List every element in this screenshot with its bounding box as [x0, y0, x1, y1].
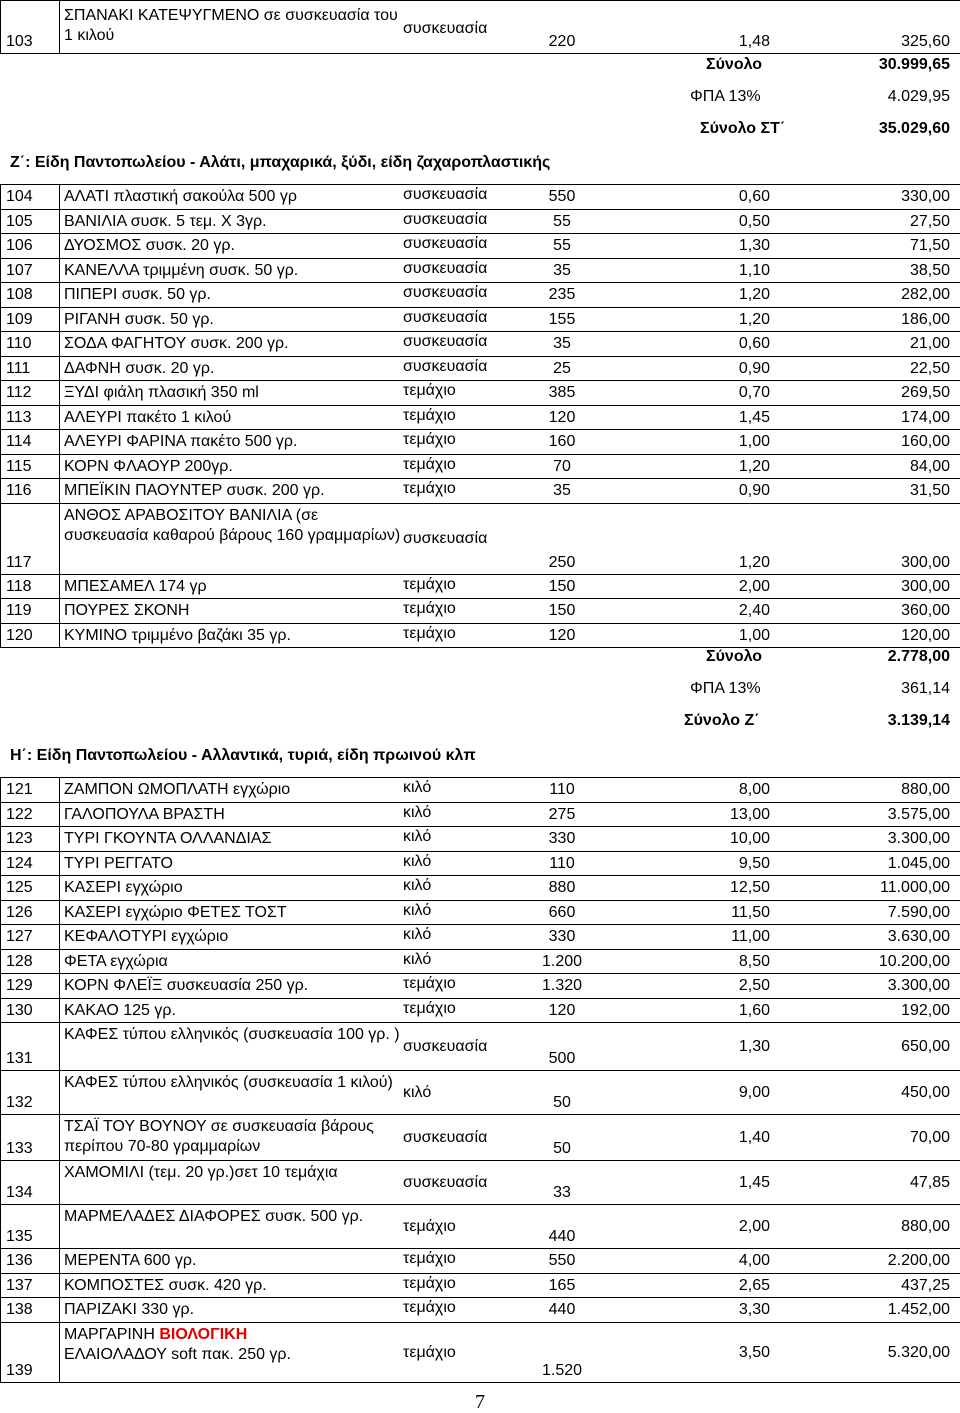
item-description: ΚΑΦΕΣ τύπου ελληνικός (συσκευασία 100 γρ. ): [64, 1026, 400, 1043]
item-quantity: 25: [553, 359, 571, 377]
table-row: [0, 624, 960, 649]
table-row: [0, 999, 960, 1024]
item-total: 10.200,00: [878, 952, 950, 970]
item-total: 880,00: [901, 1218, 950, 1235]
table-row: [0, 1323, 960, 1383]
item-number: 132: [6, 1094, 33, 1111]
item-unit: τεμάχιο: [403, 1299, 456, 1316]
item-number: 130: [6, 1001, 33, 1019]
item-description: ΖΑΜΠΟΝ ΩΜΟΠΛΑΤΗ εγχώριο: [64, 781, 291, 798]
item-unit-price: 1,45: [738, 1174, 770, 1191]
item-number: 134: [6, 1184, 33, 1201]
item-total: 7.590,00: [887, 903, 950, 921]
item-unit: συσκευασία: [403, 284, 488, 301]
item-total: 300,00: [901, 577, 950, 595]
item-total: 22,50: [909, 359, 950, 377]
item-number: 129: [6, 977, 33, 994]
column-rule: [0, 0, 1, 54]
item-description: ΑΛΕΥΡΙ πακέτο 1 κιλού: [64, 408, 232, 426]
item-quantity: 33: [553, 1184, 571, 1201]
item-quantity: 440: [548, 1228, 576, 1245]
item-unit-price: 11,50: [731, 903, 770, 921]
item-unit: τεμάχιο: [403, 406, 456, 424]
item-total: 360,00: [901, 602, 950, 619]
item-unit: τεμάχιο: [403, 624, 456, 642]
item-unit: τεμάχιο: [403, 999, 456, 1017]
page-number: 7: [475, 1391, 485, 1413]
item-unit-price: 0,60: [738, 188, 770, 205]
section-title: Ζ΄: Είδη Παντοπωλείου - Αλάτι, μπαχαρικά, ξύδι, είδη ζαχαροπλαστικής: [10, 154, 551, 171]
table-row: [0, 827, 960, 852]
item-unit: τεμάχιο: [403, 1250, 456, 1267]
item-unit: κιλό: [403, 779, 432, 796]
item-unit: συσκευασία: [403, 1038, 488, 1055]
item-quantity: 330: [548, 830, 576, 847]
item-unit: τεμάχιο: [403, 575, 456, 593]
item-number: 136: [6, 1252, 33, 1269]
table-row: [0, 504, 960, 575]
item-number: 112: [6, 384, 32, 401]
item-total: 3.575,00: [887, 805, 950, 823]
item-description: ΤΣΑΪ ΤΟΥ ΒΟΥΝΟΥ σε συσκευασία βάρους περίπου 70-80 γραμμαρίων: [64, 1118, 374, 1155]
item-unit-price: 2,00: [738, 577, 770, 595]
item-unit-price: 1,40: [738, 1129, 770, 1146]
table-row: [0, 599, 960, 624]
item-quantity: 500: [548, 1050, 576, 1067]
item-total: 5.320,00: [887, 1343, 950, 1361]
item-total: 160,00: [901, 433, 950, 450]
item-unit-price: 1,20: [738, 286, 770, 303]
table-row: [0, 901, 960, 926]
item-unit-price: 0,90: [738, 359, 770, 377]
item-number: 126: [6, 903, 33, 921]
item-total: 269,50: [901, 384, 950, 401]
item-quantity: 880: [548, 879, 576, 896]
row-rule: [0, 1382, 960, 1383]
table-row: [0, 1161, 960, 1205]
item-unit: κιλό: [403, 803, 432, 821]
item-quantity: 550: [548, 188, 576, 205]
table-row: [0, 1071, 960, 1115]
summary-vat-value: 361,14: [901, 680, 950, 697]
table-row: [0, 1298, 960, 1323]
item-number: 120: [6, 626, 33, 644]
description-text: ΕΛΑΙΟΛΑΔΟΥ soft πακ. 250 γρ.: [64, 1345, 291, 1363]
item-unit: τεμάχιο: [403, 480, 456, 497]
table-row: [0, 283, 960, 308]
item-unit-price: 9,50: [738, 854, 770, 872]
item-total: 71,50: [909, 237, 950, 254]
item-number: 117: [6, 553, 32, 571]
item-unit-price: 10,00: [729, 830, 770, 847]
item-quantity: 35: [553, 261, 571, 279]
item-number: 123: [6, 830, 33, 847]
item-unit-price: 9,00: [738, 1084, 770, 1101]
item-quantity: 120: [548, 1001, 576, 1019]
summary-subtotal-value: 30.999,65: [878, 56, 950, 73]
item-number: 128: [6, 952, 33, 970]
item-description: ΚΑΣΕΡΙ εγχώριο ΦΕΤΕΣ ΤΟΣΤ: [64, 903, 287, 921]
item-unit: κιλό: [403, 901, 432, 919]
item-description: ΔΑΦΝΗ συσκ. 20 γρ.: [64, 359, 215, 377]
table-row: [0, 1274, 960, 1299]
item-unit: συσκευασία: [403, 210, 488, 228]
item-description: ΓΑΛΟΠΟΥΛΑ ΒΡΑΣΤΗ: [64, 805, 225, 823]
item-unit-price: 1,48: [738, 33, 770, 50]
item-description: ΚΟΜΠΟΣΤΕΣ συσκ. 420 γρ.: [64, 1276, 267, 1294]
summary-total-value: 35.029,60: [878, 120, 950, 137]
table-row: [0, 332, 960, 357]
item-total: 38,50: [909, 261, 950, 279]
table-row: [0, 479, 960, 504]
summary-subtotal-label: Σύνολο: [706, 648, 763, 665]
item-unit-price: 1,20: [738, 457, 770, 475]
item-unit: τεμάχιο: [403, 600, 456, 617]
item-unit-price: 2,40: [738, 602, 770, 619]
item-description: ΣΠΑΝΑΚΙ ΚΑΤΕΨΥΓΜΕΝΟ σε συσκευασία του 1 κιλού: [64, 7, 398, 44]
item-number: 135: [6, 1228, 33, 1245]
item-unit: τεμάχιο: [403, 975, 456, 992]
item-total: 2.200,00: [887, 1252, 950, 1269]
item-description: ΦΕΤΑ εγχώρια: [64, 952, 168, 970]
item-quantity: 150: [548, 577, 576, 595]
item-number: 115: [6, 457, 32, 475]
item-number: 137: [6, 1276, 33, 1294]
item-number: 104: [6, 188, 33, 205]
item-total: 437,25: [901, 1276, 950, 1294]
section-title: Η΄: Είδη Παντοπωλείου - Αλλαντικά, τυριά, είδη πρωινού κλπ: [10, 747, 476, 764]
summary-subtotal-label: Σύνολο: [706, 56, 763, 73]
item-description: ΡΙΓΑΝΗ συσκ. 50 γρ.: [64, 310, 214, 328]
summary-subtotal-value: 2.778,00: [887, 648, 950, 665]
item-description: ΚΑΚΑΟ 125 γρ.: [64, 1001, 176, 1019]
item-unit-price: 13,00: [729, 805, 770, 823]
item-description: ΚΑΣΕΡΙ εγχώριο: [64, 879, 183, 896]
summary-vat-value: 4.029,95: [887, 88, 950, 105]
item-quantity: 235: [548, 286, 576, 303]
item-total: 186,00: [901, 310, 950, 328]
summary-vat-label: ΦΠΑ 13%: [690, 88, 761, 105]
item-unit-price: 1,30: [738, 237, 770, 254]
item-unit-price: 4,00: [738, 1252, 770, 1269]
item-unit: τεμάχιο: [403, 382, 456, 399]
item-total: 192,00: [901, 1001, 950, 1019]
item-quantity: 550: [548, 1252, 576, 1269]
item-total: 3.630,00: [887, 928, 950, 945]
item-unit: συσκευασία: [403, 186, 488, 203]
item-number: 139: [6, 1361, 33, 1379]
item-quantity: 55: [553, 237, 571, 254]
item-unit: τεμάχιο: [403, 1343, 456, 1361]
summary-total-value: 3.139,14: [887, 712, 950, 729]
item-quantity: 155: [548, 310, 576, 328]
item-unit: συσκευασία: [403, 1129, 488, 1146]
row-rule: [0, 53, 960, 54]
item-description: ΣΟΔΑ ΦΑΓΗΤΟΥ συσκ. 200 γρ.: [64, 335, 289, 352]
table-row: [0, 950, 960, 975]
item-unit: κιλό: [403, 877, 432, 894]
item-unit: κιλό: [403, 1084, 432, 1101]
item-description: ΠΟΥΡΕΣ ΣΚΟΝΗ: [64, 602, 190, 619]
item-unit-price: 0,60: [738, 335, 770, 352]
item-total: 174,00: [901, 408, 950, 426]
item-description: ΚΥΜΙΝΟ τριμμένο βαζάκι 35 γρ.: [64, 626, 291, 644]
column-rule: [59, 777, 60, 1383]
column-rule: [59, 0, 60, 54]
item-number: 133: [6, 1140, 33, 1157]
item-quantity: 385: [548, 384, 576, 401]
item-quantity: 165: [548, 1276, 576, 1294]
item-description: ΜΠΕΣΑΜΕΛ 174 γρ: [64, 577, 207, 595]
item-quantity: 250: [548, 553, 576, 571]
summary-total-label: Σύνολο ΣΤ΄: [700, 120, 786, 137]
item-quantity: 110: [549, 781, 575, 798]
item-unit-price: 1,10: [738, 261, 770, 279]
table-row: [0, 234, 960, 259]
item-number: 121: [6, 781, 33, 798]
item-number: 111: [6, 359, 31, 377]
item-description: ΤΥΡΙ ΡΕΓΓΑΤΟ: [64, 854, 173, 872]
item-description: ΚΑΦΕΣ τύπου ελληνικός (συσκευασία 1 κιλού): [64, 1074, 393, 1091]
table-row: [0, 185, 960, 210]
item-total: 330,00: [901, 188, 950, 205]
item-total: 84,00: [909, 457, 950, 475]
item-number: 114: [6, 433, 32, 450]
item-total: 27,50: [909, 212, 950, 230]
table-row: [0, 455, 960, 480]
item-description: ΠΑΡΙΖΑΚΙ 330 γρ.: [64, 1301, 195, 1318]
item-quantity: 1.520: [541, 1361, 583, 1379]
column-rule: [0, 777, 1, 1383]
item-unit: τεμάχιο: [403, 455, 456, 473]
item-total: 650,00: [901, 1038, 950, 1055]
item-unit-price: 1,20: [738, 310, 770, 328]
item-quantity: 330: [548, 928, 576, 945]
item-description: ΚΟΡΝ ΦΛΕΪΞ συσκευασία 250 γρ.: [64, 977, 309, 994]
table-row: [0, 259, 960, 284]
item-quantity: 35: [553, 335, 571, 352]
table-row: [0, 925, 960, 950]
item-unit-price: 2,00: [738, 1218, 770, 1235]
table-row: [0, 1023, 960, 1071]
item-unit-price: 1,00: [738, 433, 770, 450]
item-quantity: 160: [548, 433, 576, 450]
table-row: [0, 381, 960, 406]
item-unit-price: 1,30: [738, 1038, 770, 1055]
item-unit: τεμάχιο: [403, 1274, 456, 1292]
item-unit-price: 1,00: [738, 626, 770, 644]
item-unit-price: 12,50: [729, 879, 770, 896]
item-quantity: 275: [548, 805, 576, 823]
item-number: 122: [6, 805, 33, 823]
item-description: ΑΛΑΤΙ πλαστική σακούλα 500 γρ: [64, 188, 297, 205]
item-unit: συσκευασία: [403, 259, 488, 277]
item-quantity: 1.200: [541, 952, 583, 970]
item-description: ΜΑΡΜΕΛΑΔΕΣ ΔΙΑΦΟΡΕΣ συσκ. 500 γρ.: [64, 1208, 364, 1225]
item-unit: συσκευασία: [403, 357, 488, 375]
table-row: [0, 974, 960, 999]
item-unit-price: 1,45: [738, 408, 770, 426]
column-rule: [0, 184, 1, 648]
item-unit-price: 0,70: [738, 384, 770, 401]
item-unit: τεμάχιο: [403, 431, 456, 448]
item-unit: κιλό: [403, 950, 432, 968]
table-row: [0, 575, 960, 600]
item-number: 138: [6, 1301, 33, 1318]
table-row: [0, 4, 960, 54]
table-row: [0, 1115, 960, 1161]
item-number: 105: [6, 212, 33, 230]
summary-total-label: Σύνολο Ζ΄: [684, 712, 760, 729]
item-number: 119: [6, 602, 32, 619]
item-description: ΚΑΝΕΛΛΑ τριμμένη συσκ. 50 γρ.: [64, 261, 299, 279]
item-total: 450,00: [901, 1084, 950, 1101]
table-row: [0, 357, 960, 382]
item-total: 1.045,00: [887, 854, 950, 872]
item-quantity: 70: [553, 457, 571, 475]
description-highlight: ΒΙΟΛΟΓΙΚΗ: [159, 1325, 248, 1343]
item-number: 110: [6, 335, 32, 352]
item-quantity: 440: [548, 1301, 576, 1318]
item-unit: κιλό: [403, 852, 432, 870]
item-total: 3.300,00: [887, 830, 950, 847]
item-unit: κιλό: [403, 926, 432, 943]
column-rule: [59, 184, 60, 648]
item-number: 109: [6, 310, 33, 328]
item-description: ΑΛΕΥΡΙ ΦΑΡΙΝΑ πακέτο 500 γρ.: [64, 433, 298, 450]
table-row: [0, 406, 960, 431]
item-description: ΞΥΔΙ φιάλη πλασική 350 ml: [64, 384, 259, 401]
item-number: 124: [6, 854, 33, 872]
summary-vat-label: ΦΠΑ 13%: [690, 680, 761, 697]
item-unit-price: 2,50: [738, 977, 770, 994]
item-description: ΑΝΘΟΣ ΑΡΑΒΟΣΙΤΟΥ ΒΑΝΙΛΙΑ (σε συσκευασία καθαρού βάρους 160 γραμμαρίων): [64, 506, 401, 544]
item-quantity: 220: [548, 33, 576, 50]
item-description: ΜΕΡΕΝΤΑ 600 γρ.: [64, 1252, 197, 1269]
item-unit: συσκευασία: [403, 333, 488, 350]
item-quantity: 120: [548, 408, 576, 426]
table-row: [0, 803, 960, 828]
item-number: 118: [6, 577, 32, 595]
item-number: 106: [6, 237, 33, 254]
item-unit-price: 0,50: [738, 212, 770, 230]
item-number: 107: [6, 261, 33, 279]
item-number: 113: [6, 408, 32, 426]
item-description: [64, 1325, 404, 1365]
item-unit-price: 3,30: [738, 1301, 770, 1318]
item-total: 31,50: [909, 482, 950, 499]
item-number: 131: [6, 1050, 33, 1067]
item-quantity: 35: [553, 482, 571, 499]
item-unit: συσκευασία: [403, 530, 488, 547]
item-number: 127: [6, 928, 33, 945]
item-description: ΒΑΝΙΛΙΑ συσκ. 5 τεμ. Χ 3γρ.: [64, 212, 267, 230]
item-quantity: 1.320: [541, 977, 583, 994]
item-total: 21,00: [909, 335, 950, 352]
item-description: ΚΕΦΑΛΟΤΥΡΙ εγχώριο: [64, 928, 229, 945]
table-row: [0, 876, 960, 901]
item-unit-price: 1,20: [738, 553, 770, 571]
item-unit-price: 8,00: [738, 781, 770, 798]
row-rule: [0, 0, 960, 1]
item-quantity: 50: [553, 1140, 571, 1157]
item-quantity: 150: [548, 602, 576, 619]
table-row: [0, 1249, 960, 1274]
item-description: ΤΥΡΙ ΓΚΟΥΝΤΑ ΟΛΛΑΝΔΙΑΣ: [64, 830, 272, 847]
item-description: ΧΑΜΟΜΙΛΙ (τεμ. 20 γρ.)σετ 10 τεμάχια: [64, 1164, 338, 1181]
item-quantity: 660: [548, 903, 576, 921]
item-unit: συσκευασία: [403, 20, 488, 37]
table-row: [0, 778, 960, 803]
item-description: ΚΟΡΝ ΦΛΑΟΥΡ 200γρ.: [64, 457, 233, 475]
item-total: 300,00: [901, 553, 950, 571]
item-total: 3.300,00: [887, 977, 950, 994]
table-row: [0, 430, 960, 455]
item-total: 11.000,00: [880, 879, 950, 896]
item-total: 282,00: [901, 286, 950, 303]
item-total: 880,00: [901, 781, 950, 798]
item-description: ΔΥΟΣΜΟΣ συσκ. 20 γρ.: [64, 237, 235, 254]
item-total: 1.452,00: [887, 1301, 950, 1318]
table-row: [0, 852, 960, 877]
item-unit-price: 1,60: [738, 1001, 770, 1019]
table-row: [0, 1205, 960, 1249]
item-unit-price: 2,65: [738, 1276, 770, 1294]
item-unit: συσκευασία: [403, 1174, 488, 1191]
item-number: 125: [6, 879, 33, 896]
item-unit-price: 0,90: [738, 482, 770, 499]
item-number: 116: [6, 482, 32, 499]
item-quantity: 50: [553, 1094, 571, 1111]
item-quantity: 55: [553, 212, 571, 230]
item-total: 47,85: [909, 1174, 950, 1191]
item-unit: κιλό: [403, 828, 432, 845]
item-description: ΜΠΕΪΚΙΝ ΠΑΟΥΝΤΕΡ συσκ. 200 γρ.: [64, 482, 325, 499]
item-unit-price: 3,50: [738, 1343, 770, 1361]
item-unit-price: 11,00: [731, 928, 770, 945]
item-total: 325,60: [901, 33, 950, 50]
item-total: 120,00: [901, 626, 950, 644]
item-description: ΠΙΠΕΡΙ συσκ. 50 γρ.: [64, 286, 211, 303]
item-number: 103: [6, 33, 33, 50]
item-total: 70,00: [909, 1129, 950, 1146]
item-quantity: 120: [548, 626, 576, 644]
item-unit: συσκευασία: [403, 308, 488, 326]
table-row: [0, 308, 960, 333]
table-row: [0, 210, 960, 235]
item-number: 108: [6, 286, 33, 303]
item-quantity: 110: [549, 854, 575, 872]
item-unit-price: 8,50: [738, 952, 770, 970]
description-text: ΜΑΡΓΑΡΙΝΗ: [64, 1325, 155, 1343]
item-unit: συσκευασία: [403, 235, 488, 252]
item-unit: τεμάχιο: [403, 1218, 456, 1235]
